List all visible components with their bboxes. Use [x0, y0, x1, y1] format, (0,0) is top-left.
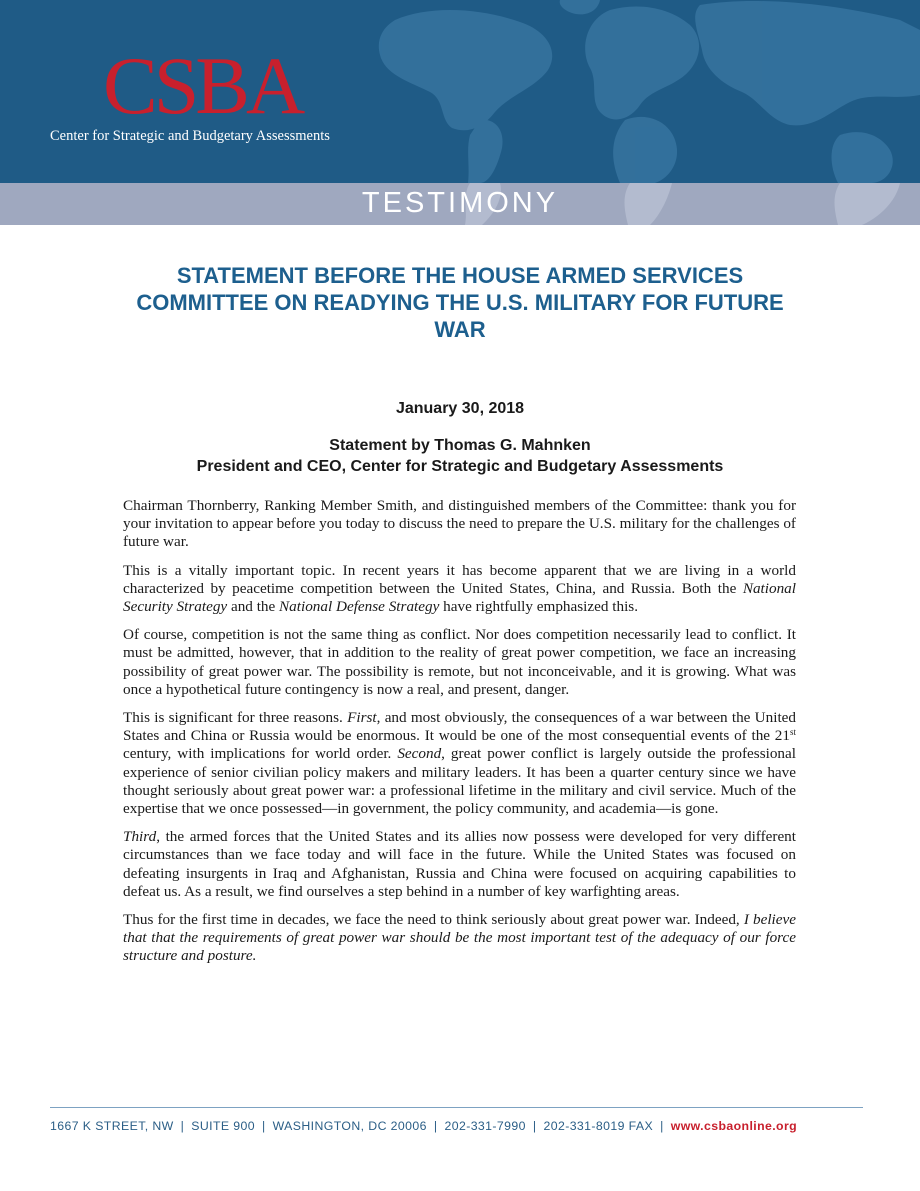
footer-divider — [50, 1107, 863, 1108]
footer-address: 1667 K STREET, NW | SUITE 900 | WASHINGTON, DC 20006 | 202-331-7990 | 202-331-8019 FAX | www.csbaonline.org — [50, 1119, 798, 1133]
paragraph-1: Chairman Thornberry, Ranking Member Smith, and distinguished members of the Committee: thank you for your invitation to appear before you today to discuss the need to prepare the U.S. military for the challenges of future war. — [123, 497, 796, 551]
footer-suite: SUITE 900 — [191, 1119, 256, 1133]
paragraph-2: This is a vitally important topic. In recent years it has become apparent that we are living in a world characterized by peacetime competition between the United States, China, and Russia. Both the National Security Strategy and the National Defense Strategy have rightfully emphasized this. — [123, 561, 796, 616]
national-defense-strategy-ref: National Defense Strategy — [279, 598, 440, 616]
testimony-band — [0, 183, 920, 225]
document-title: STATEMENT BEFORE THE HOUSE ARMED SERVICES COMMITTEE ON READYING THE U.S. MILITARY FOR FUTURE WAR — [136, 263, 784, 342]
footer-fax: 202-331-8019 FAX — [543, 1119, 654, 1133]
org-name: Center for Strategic and Budgetary Assessments — [50, 128, 330, 144]
csba-logo: CSBA — [103, 40, 302, 131]
band-title: TESTIMONY — [361, 187, 559, 219]
footer-phone: 202-331-7990 — [444, 1119, 526, 1133]
footer-city: WASHINGTON, DC 20006 — [272, 1119, 427, 1133]
header-banner — [0, 0, 920, 183]
footer-website-link[interactable]: www.csbaonline.org — [670, 1119, 798, 1133]
byline — [0, 435, 920, 477]
paragraph-3: Of course, competition is not the same thing as conflict. Nor does competition necessarily lead to conflict. It must be admitted, however, that in addition to the reality of great power competition, we face an increasing possibility of great power war. The possibility is remote, but not inconceivable, and it is growing. What was once a hypothetical future contingency is now a real, and present, danger. — [123, 626, 796, 698]
paragraph-5: Third, the armed forces that the United States and its allies now possess were developed for very different circumstances than we face today and will face in the future. While the United States was focused on defeating insurgents in Iraq and Afghanistan, Russia and China were focused on acquiring capabilities to defeat us. As a result, we find ourselves a step behind in a number of key warfighting areas. — [123, 828, 796, 900]
national-security-strategy-ref: National Security Strategy — [123, 579, 796, 616]
footer-street: 1667 K STREET, NW — [50, 1119, 174, 1133]
statement-body — [123, 497, 796, 976]
document-date: January 30, 2018 — [395, 400, 525, 417]
paragraph-6: Thus for the first time in decades, we face the need to think seriously about great power war. Indeed, I believe that that the requirements of great power war should be the most important test of the adequacy of our force structure and posture. — [123, 911, 796, 965]
paragraph-4: This is significant for three reasons. First, and most obviously, the consequences of a war between the United States and China or Russia would be enormous. It would be one of the most consequential events of the 21st century, with implications for world order. Second, great power conflict is largely outside the professional experience of senior civilian policy makers and military leaders. It has been a quarter century since we have thought seriously about great power war: a professional lifetime in the military and civil service. Much of the expertise that we once possessed—in government, the policy community, and academia—is gone. — [123, 709, 796, 818]
affiliation: President and CEO, Center for Strategic and Budgetary Assessments — [196, 458, 724, 475]
statement-by: Statement by Thomas G. Mahnken — [329, 437, 591, 454]
